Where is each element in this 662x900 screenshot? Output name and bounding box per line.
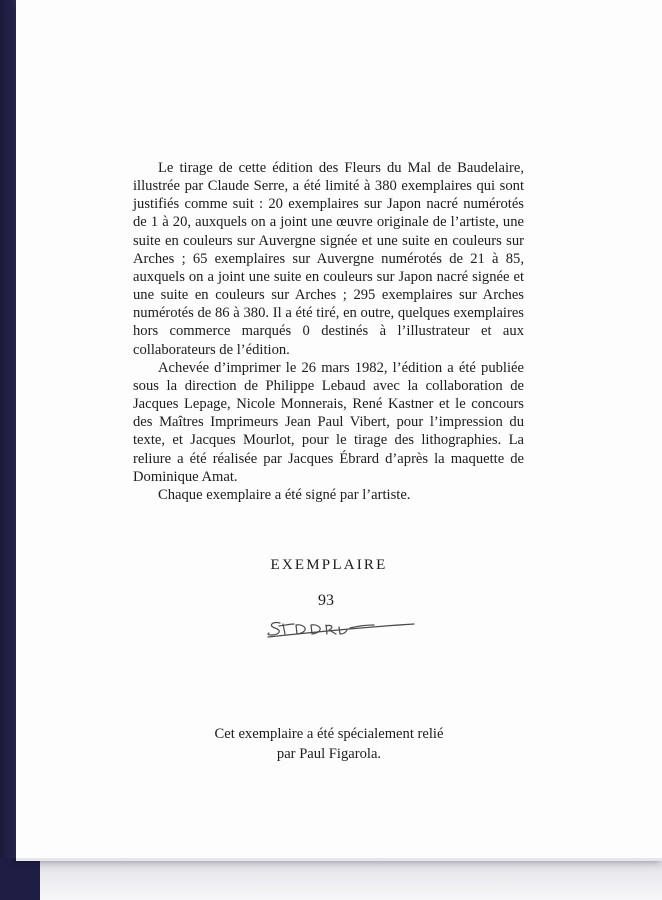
page-bottom-edge [16,858,662,861]
colophon-paragraph-printing-credits: Achevée d’imprimer le 26 mars 1982, l’édition a été publiée sous la direction de Philippe Lebaud avec la collaboration de Jacques Lepage, Nicole Monnerais, René Kastner et le concours des Maîtres Imprimeurs Jean Paul Vibert, pour l’impression du texte, et Jacques Mourlot, pour le tirage des lithographies. La reliure a été réalisée par Jacques Ébrard d’après la maquette de Dominique Amat. [133,359,524,485]
binding-note-line-2: par Paul Figarola. [276,746,382,762]
binding-note [16,724,642,764]
book-cover-bottom-edge [0,858,662,900]
artist-signature [266,615,416,645]
colophon-paragraph-signature-note: Chaque exemplaire a été signé par l’artiste. [158,486,411,503]
colophon-text [133,159,524,504]
binding-note-line-1: Cet exemplaire a été spécialement relié [214,726,444,742]
book-cover-corner [0,858,40,900]
colophon-paragraph-print-run: Le tirage de cette édition des Fleurs du Mal de Baudelaire, illustrée par Claude Serre, a été limité à 380 exemplaires qui sont justifiés comme suit : 20 exemplaires sur Japon nacré numérotés de 1 à 20, auxquels on a joint une œuvre originale de l’artiste, une suite en couleurs sur Auvergne signée et une suite en couleurs sur Arches ; 65 exemplaires sur Auvergne numérotés de 21 à 85, auxquels on a joint une suite en couleurs sur Japon nacré signée et une suite en couleurs sur Arches ; 295 exemplaires sur Arches numérotés de 86 à 380. Il a été tiré, en outre, quelques exemplaires hors commerce marqués 0 destinés à l’illustrateur et aux collaborateurs de l’édition. [133,160,524,358]
exemplaire-number: 93 [318,592,334,609]
exemplaire-heading: EXEMPLAIRE [270,557,388,573]
colophon-page [16,0,662,860]
